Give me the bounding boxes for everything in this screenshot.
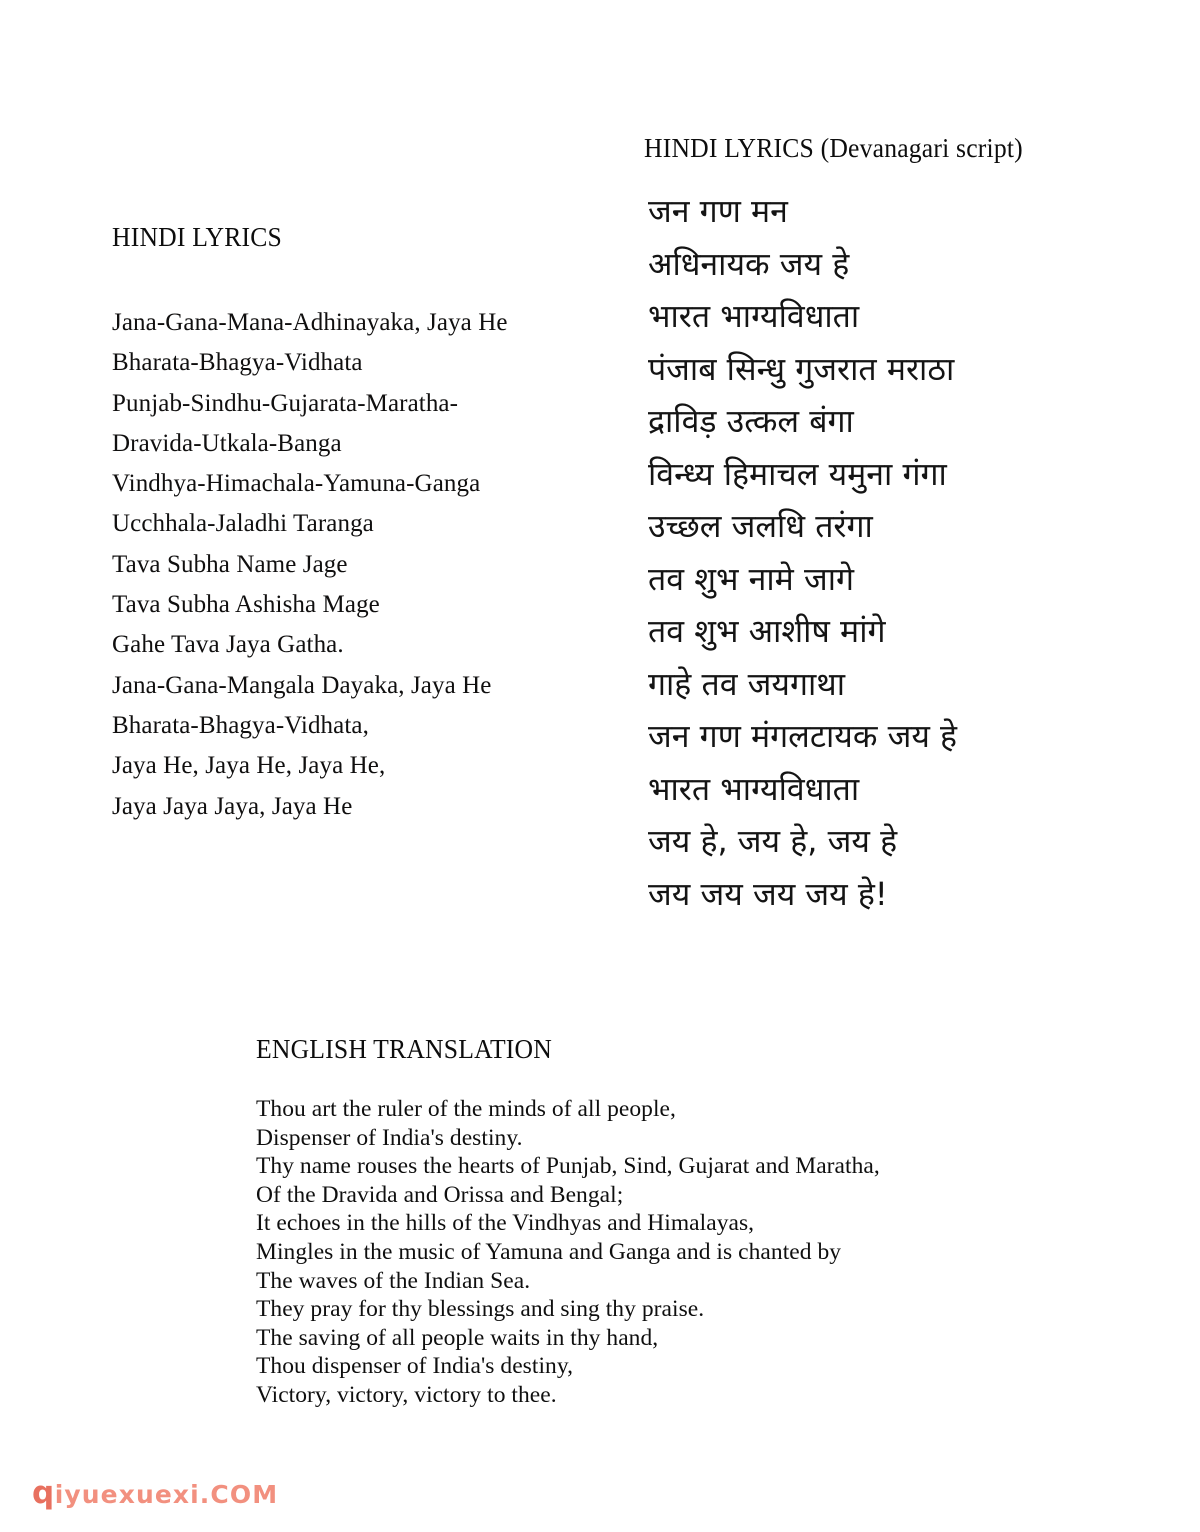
translation-line: Dispenser of India's destiny. (256, 1124, 523, 1151)
lyric-line: पंजाब सिन्धु गुजरात मराठा (648, 349, 955, 388)
translation-line: Thou dispenser of India's destiny, (256, 1353, 574, 1380)
lyric-line: जय जय जय जय हे! (648, 874, 888, 913)
lyric-line: Tava Subha Name Jage (112, 550, 348, 578)
lyric-line: जन गण मंगलटायक जय हे (648, 717, 958, 755)
translation-line: Thy name rouses the hearts of Punjab, Sind, Gujarat and Maratha, (256, 1153, 880, 1180)
lyric-line: Bharata-Bhagya-Vidhata (112, 349, 363, 377)
english-translation-heading: ENGLISH TRANSLATION (256, 1034, 552, 1064)
lyric-line: Punjab-Sindhu-Gujarata-Maratha- (112, 389, 459, 417)
watermark-lead-letter: q (32, 1475, 55, 1511)
translation-line: Of the Dravida and Orissa and Bengal; (256, 1181, 624, 1208)
lyric-line: उच्छल जलधि तरंगा (648, 507, 873, 545)
hindi-devanagari-lyrics-block (648, 185, 1128, 920)
lyric-line: तव शुभ नामे जागे (648, 559, 855, 598)
lyric-line: Ucchhala-Jaladhi Taranga (112, 510, 374, 538)
site-watermark (32, 1475, 279, 1511)
translation-line: The waves of the Indian Sea. (256, 1267, 531, 1294)
lyric-line: जन गण मन (648, 192, 788, 230)
translation-line: They pray for thy blessings and sing thy praise. (256, 1296, 705, 1323)
lyric-line: Jaya Jaya Jaya, Jaya He (112, 792, 353, 820)
translation-line: The saving of all people waits in thy hand, (256, 1324, 659, 1351)
lyric-line: अधिनायक जय हे (648, 244, 850, 283)
lyric-line: Jana-Gana-Mana-Adhinayaka, Jaya He (112, 309, 508, 336)
lyric-line: द्राविड़ उत्कल बंगा (648, 402, 854, 440)
english-translation-block (256, 1095, 1016, 1410)
translation-line: It echoes in the hills of the Vindhyas and Himalayas, (256, 1210, 755, 1237)
lyric-line: Jaya He, Jaya He, Jaya He, (112, 752, 386, 780)
lyric-line: भारत भाग्यविधाता (648, 769, 860, 808)
lyric-line: Tava Subha Ashisha Mage (112, 591, 380, 619)
hindi-lyrics-heading: HINDI LYRICS (112, 222, 283, 252)
lyric-line: जय हे, जय हे, जय हे (648, 822, 898, 860)
lyric-line: Bharata-Bhagya-Vidhata, (112, 711, 369, 739)
lyric-line: Vindhya-Himachala-Yamuna-Ganga (112, 470, 481, 498)
lyric-line: Gahe Tava Jaya Gatha. (112, 631, 344, 659)
lyric-line: गाहे तव जयगाथा (648, 664, 846, 703)
lyric-line: भारत भाग्यविधाता (648, 297, 860, 335)
translation-line: Mingles in the music of Yamuna and Ganga and is chanted by (256, 1238, 842, 1265)
lyric-line: Dravida-Utkala-Banga (112, 429, 342, 457)
translation-line: Thou art the ruler of the minds of all people, (256, 1096, 676, 1122)
lyric-line: Jana-Gana-Mangala Dayaka, Jaya He (112, 671, 492, 699)
hindi-romanized-lyrics-block (112, 303, 582, 827)
lyric-line: तव शुभ आशीष मांगे (648, 612, 886, 650)
watermark-domain-text: iyuexuexi.COM (54, 1480, 279, 1509)
translation-line: Victory, victory, victory to thee. (256, 1381, 557, 1408)
lyric-line: विन्ध्य हिमाचल यमुना गंगा (648, 454, 947, 493)
hindi-devanagari-heading: HINDI LYRICS (Devanagari script) (644, 133, 1023, 163)
